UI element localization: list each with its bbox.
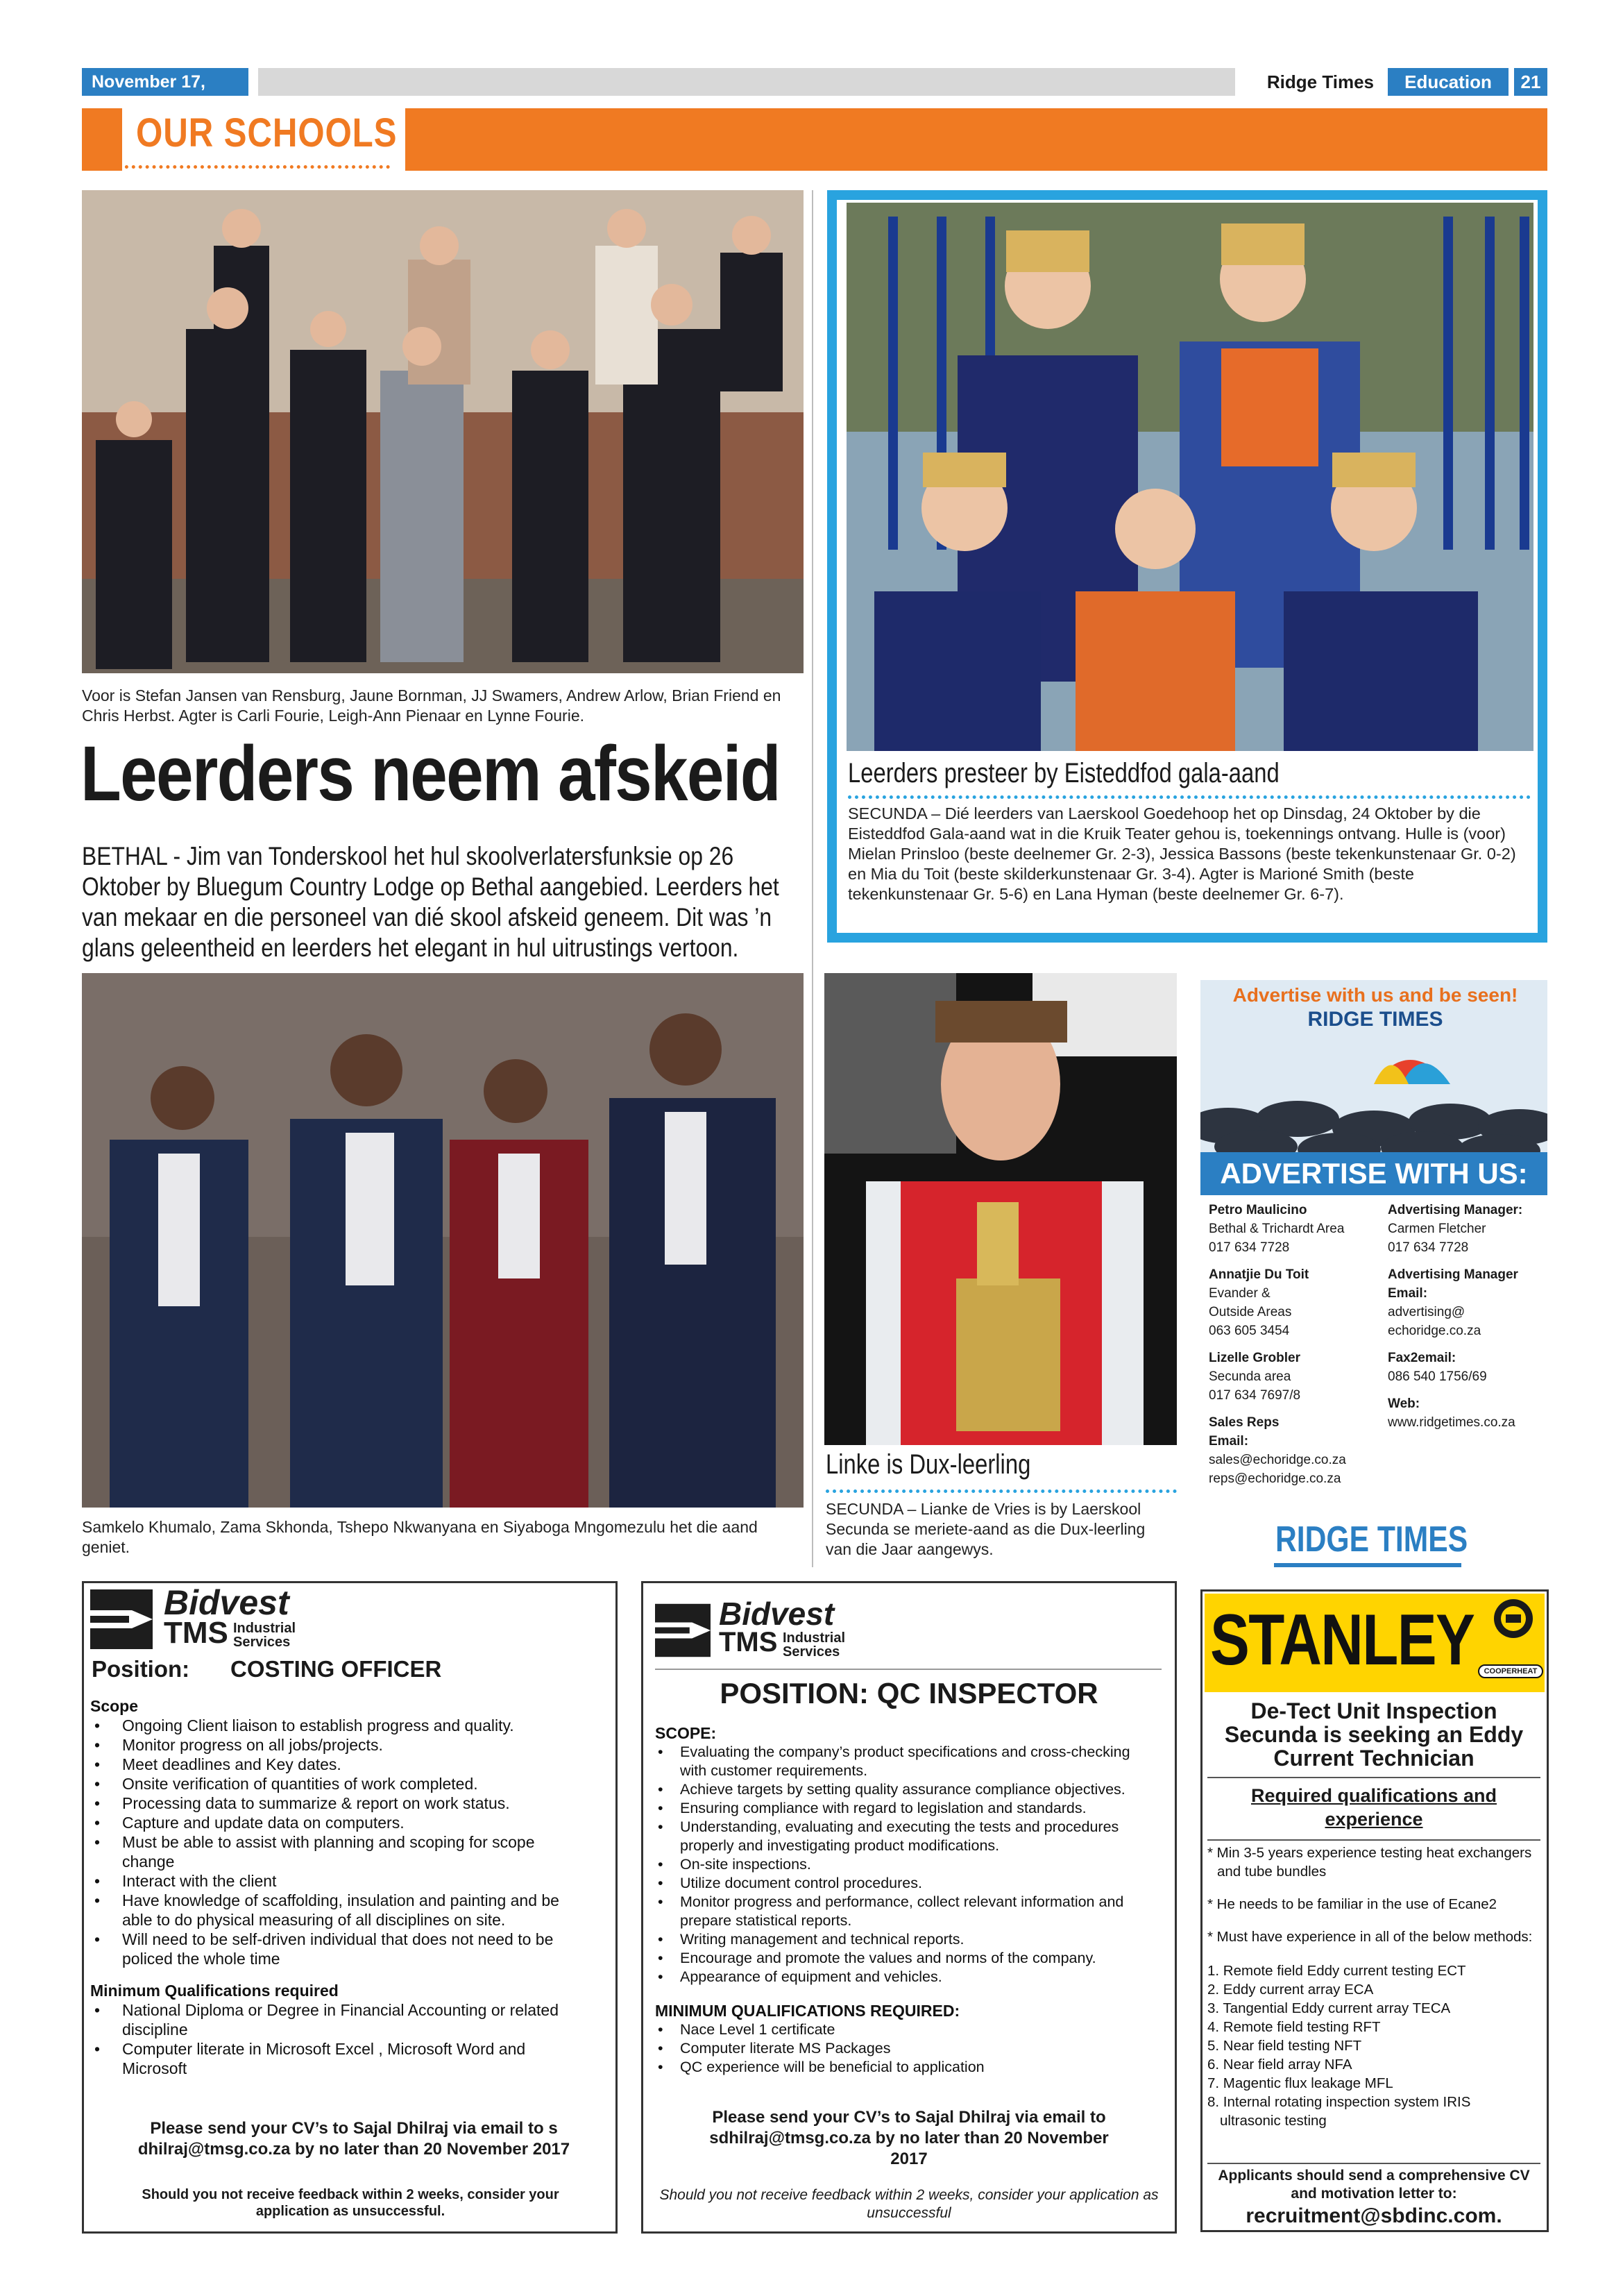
stanley-divider-2	[1207, 1839, 1540, 1841]
list-item: 3. Tangential Eddy current array TECA	[1207, 2000, 1451, 2016]
advertise-banner-line1: Advertise with us and be seen!	[1232, 984, 1518, 1006]
list-item: 6. Near field array NFA	[1207, 2057, 1352, 2073]
list-item: 1. Remote field Eddy current testing ECT	[1207, 1963, 1466, 1979]
qc-send-cv: Please send your CV’s to Sajal Dhilraj via email to sdhilraj@tmsg.co.za by no later than 20 November 2017	[709, 2108, 1109, 2168]
qc-feedback: Should you not receive feedback within 2 weeks, consider your application as unsuccessful	[659, 2187, 1159, 2221]
list-item: • Evaluating the company’s product specifications and cross-checking with customer requirements.	[655, 1743, 1155, 1780]
costing-position-label: Position:	[92, 1656, 190, 1682]
contact-sales-reps: Sales Reps Email: sales@echoridge.co.za reps@echoridge.co.za	[1209, 1415, 1346, 1486]
stanley-reqs	[1207, 1843, 1533, 2130]
eisteddfod-body: SECUNDA – Dié leerders van Laerskool Goedehoop het op Dinsdag, 24 Oktober by die Eisteddfod Gala-aand wat in die Kruik Teater gehou is, toekennings ontvang. Hulle is (voor) Mielan Prinsloo (beste deelnemer Gr. 2-3), Jessica Bassons (beste tekenkunstenaar Gr. 0-2) en Mia du Toit (beste skilderkunstenaar Gr. 3-4). Agter is Marioné Smith (beste tekenkunstenaar Gr. 5-6) en Lana Hyman (beste deelnemer Gr. 6-7).	[848, 804, 1516, 903]
advertise-contacts-right	[1388, 1201, 1545, 1432]
farewell-group-photo	[82, 190, 804, 673]
list-item: 2. Eddy current array ECA	[1207, 1982, 1374, 1998]
eisteddfod-photo	[847, 203, 1533, 751]
list-item: 7. Magentic flux leakage MFL	[1207, 2075, 1393, 2091]
four-learners-caption: Samkelo Khumalo, Zama Skhonda, Tshepo Nkwanyana en Siyaboga Mngomezulu het die aand geniet.	[82, 1518, 758, 1556]
list-item: • Ensuring compliance with regard to legislation and standards.	[655, 1799, 1155, 1818]
industrial-services-label: Industrial Services	[233, 1621, 296, 1650]
qc-divider	[655, 1669, 1162, 1670]
list-item: 8. Internal rotating inspection system IRIS ultrasonic testing	[1207, 2094, 1471, 2129]
list-item: • Processing data to summarize & report on work status.	[90, 1793, 590, 1813]
costing-scope: Scope • Ongoing Client liaison to establish progress and quality. • Monitor progress on all jobs/projects. • Meet deadlines and Key dates. • Onsite verification of quantities of work completed. • Processing data to summarize & report on work status. • Capture and update data on computers. • Must be able to assist with planning and scoping for scope change • Interact with the client • Have knowledge of scaffolding, insulation and painting and be able to do physical measuring of all disciplines on site. • Will need to be self-driven individual that does not need to be policed the whole time Minimum Qualifications required • National Diploma or Degree in Financial Accounting or related discipline • Computer literate in Microsoft Excel , Microsoft Word and Microsoft	[90, 1696, 590, 2078]
list-item: * He needs to be familiar in the use of Ecane2	[1207, 1896, 1497, 1912]
list-item: • Interact with the client	[90, 1871, 590, 1891]
cooperheat-badge: COOPERHEAT	[1478, 1664, 1543, 1678]
list-item: * Min 3-5 years experience testing heat exchangers and tube bundles	[1207, 1845, 1532, 1880]
stanley-apply: Applicants should send a comprehensive CV and motivation letter to:	[1218, 2168, 1530, 2202]
contact-petro: Petro Maulicino Bethal & Trichardt Area 017 634 7728	[1209, 1203, 1345, 1255]
list-item: • Utilize document control procedures.	[655, 1874, 1155, 1893]
costing-feedback: Should you not receive feedback within 2 weeks, consider your application as unsuccessful.	[142, 2187, 559, 2219]
column-divider	[812, 190, 813, 1567]
farewell-lede: BETHAL - Jim van Tonderskool het hul skoolverlatersfunksie op 26 Oktober by Bluegum Country Lodge op Bethal aangebied. Leerders het van mekaar en die personeel van dié skool afskeid geneem. Dit was ’n glans geleentheid en leerders het elegant in hul uitrustings vertoon.	[82, 842, 779, 962]
section-tab[interactable]: Education	[1388, 68, 1509, 96]
advertise-banner-line2: RIDGE TIMES	[1307, 1008, 1443, 1031]
list-item: • Capture and update data on computers.	[90, 1813, 590, 1832]
list-item: • Monitor progress and performance, collect relevant information and prepare statistical reports.	[655, 1893, 1155, 1930]
stanley-email[interactable]: recruitment@sbdinc.com.	[1246, 2204, 1502, 2227]
list-item: 5. Near field testing NFT	[1207, 2038, 1362, 2054]
header-bar	[258, 68, 1235, 96]
stanley-title: De-Tect Unit Inspection Secunda is seeking an Eddy Current Technician	[1224, 1698, 1524, 1771]
tms-wordmark-2: TMS	[719, 1627, 778, 1657]
costing-position-title: COSTING OFFICER	[230, 1656, 442, 1682]
four-learners-photo	[82, 973, 804, 1508]
farewell-photo-caption: Voor is Stefan Jansen van Rensburg, Jaune Bornman, JJ Swamers, Andrew Arlow, Brian Friend en Chris Herbst. Agter is Carli Fourie, Leigh-Ann Pienaar en Lynne Fourie.	[82, 686, 781, 725]
list-item: • Must be able to assist with planning and scoping for scope change	[90, 1832, 590, 1871]
farewell-headline: Leerders neem afskeid	[80, 730, 780, 817]
list-item: • Understanding, evaluating and executing the tests and procedures properly and investigating product modifications.	[655, 1818, 1155, 1855]
contact-lizelle: Lizelle Grobler Secunda area 017 634 7697/8	[1209, 1351, 1301, 1403]
contact-ad-manager: Advertising Manager: Carmen Fletcher 017 634 7728	[1388, 1203, 1523, 1255]
list-item: • Achieve targets by setting quality assurance compliance objectives.	[655, 1780, 1155, 1799]
bidvest-logo-mark	[90, 1589, 153, 1649]
dux-rule	[826, 1489, 1177, 1493]
list-item: • Appearance of equipment and vehicles.	[655, 1968, 1155, 1986]
banner-title: OUR SCHOOLS	[136, 110, 398, 155]
industrial-services-label-2: Industrial Services	[783, 1630, 846, 1660]
contact-fax: Fax2email: 086 540 1756/69	[1388, 1351, 1487, 1384]
list-item: 4. Remote field testing RFT	[1207, 2019, 1381, 2035]
qc-position-title: POSITION: QC INSPECTOR	[720, 1677, 1098, 1710]
list-item: • Computer literate in Microsoft Excel , Microsoft Word and Microsoft	[90, 2039, 590, 2078]
dux-body: SECUNDA – Lianke de Vries is by Laerskool Secunda se meriete-aand as die Dux-leerling van die Jaar aangewys.	[826, 1500, 1146, 1558]
list-item: * Must have experience in all of the below methods:	[1207, 1929, 1533, 1945]
list-item: • Have knowledge of scaffolding, insulation and painting and be able to do physical measuring of all disciplines on site.	[90, 1891, 590, 1930]
contact-web: Web: www.ridgetimes.co.za	[1388, 1396, 1515, 1430]
advertise-contacts-left	[1209, 1201, 1368, 1488]
stanley-req-heading: Required qualifications and experience	[1250, 1785, 1497, 1830]
list-item: • On-site inspections.	[655, 1855, 1155, 1874]
stanley-divider	[1207, 1777, 1540, 1778]
list-item: • Computer literate MS Packages	[655, 2039, 1155, 2058]
contact-ad-email: Advertising Manager Email: advertising@ echoridge.co.za	[1388, 1267, 1518, 1338]
page-number: 21	[1514, 68, 1547, 96]
paper-name: Ridge Times	[1266, 71, 1374, 92]
eisteddfod-rule	[848, 795, 1531, 799]
banner-underline	[118, 165, 390, 169]
list-item: • Onsite verification of quantities of work completed.	[90, 1774, 590, 1793]
dux-photo	[824, 973, 1177, 1445]
list-item: • Ongoing Client liaison to establish progress and quality.	[90, 1716, 590, 1735]
ridge-times-logo-underline	[1274, 1563, 1461, 1567]
bidvest-wordmark-2: Bidvest	[719, 1596, 835, 1632]
list-item: • QC experience will be beneficial to application	[655, 2058, 1155, 2077]
bidvest-logo-mark-2	[655, 1603, 711, 1657]
issue-date: November 17,	[82, 68, 248, 96]
list-item: • Monitor progress on all jobs/projects.	[90, 1735, 590, 1755]
dux-headline: Linke is Dux-leerling	[826, 1449, 1031, 1480]
stanley-logo: STANLEY	[1210, 1600, 1475, 1680]
costing-send-cv: Please send your CV’s to Sajal Dhilraj via email to s dhilraj@tmsg.co.za by no later than 20 November 2017	[137, 2119, 570, 2159]
detect-badge-icon	[1485, 1596, 1542, 1641]
list-item: • National Diploma or Degree in Financial Accounting or related discipline	[90, 2000, 590, 2039]
advertise-heading: ADVERTISE WITH US:	[1200, 1152, 1547, 1195]
list-item: • Will need to be self-driven individual that does not need to be policed the whole time	[90, 1930, 590, 1968]
eisteddfod-headline: Leerders presteer by Eisteddfod gala-aand	[848, 758, 1280, 788]
contact-annatjie: Annatjie Du Toit Evander & Outside Areas 063 605 3454	[1209, 1267, 1309, 1338]
list-item: • Writing management and technical reports.	[655, 1930, 1155, 1949]
list-item: • Nace Level 1 certificate	[655, 2020, 1155, 2039]
list-item: • Encourage and promote the values and norms of the company.	[655, 1949, 1155, 1968]
ridge-times-logo: RIDGE TIMES	[1275, 1519, 1468, 1560]
list-item: • Meet deadlines and Key dates.	[90, 1755, 590, 1774]
tms-wordmark: TMS	[164, 1616, 228, 1650]
bidvest-wordmark: Bidvest	[164, 1583, 289, 1622]
qc-scope: SCOPE: • Evaluating the company’s product specifications and cross-checking with customer requirements. • Achieve targets by setting quality assurance compliance objectives. • Ensuring compliance with regard to legislation and standards. • Understanding, evaluating and executing the tests and procedures properly and investigating product modifications. • On-site inspections. • Utilize document control procedures. • Monitor progress and performance, collect relevant information and prepare statistical reports. • Writing management and technical reports. • Encourage and promote the values and norms of the company. • Appearance of equipment and vehicles. MINIMUM QUALIFICATIONS REQUIRED: • Nace Level 1 certificate • Computer literate MS Packages • QC experience will be beneficial to application	[655, 1724, 1155, 2077]
stanley-divider-3	[1207, 2163, 1540, 2164]
